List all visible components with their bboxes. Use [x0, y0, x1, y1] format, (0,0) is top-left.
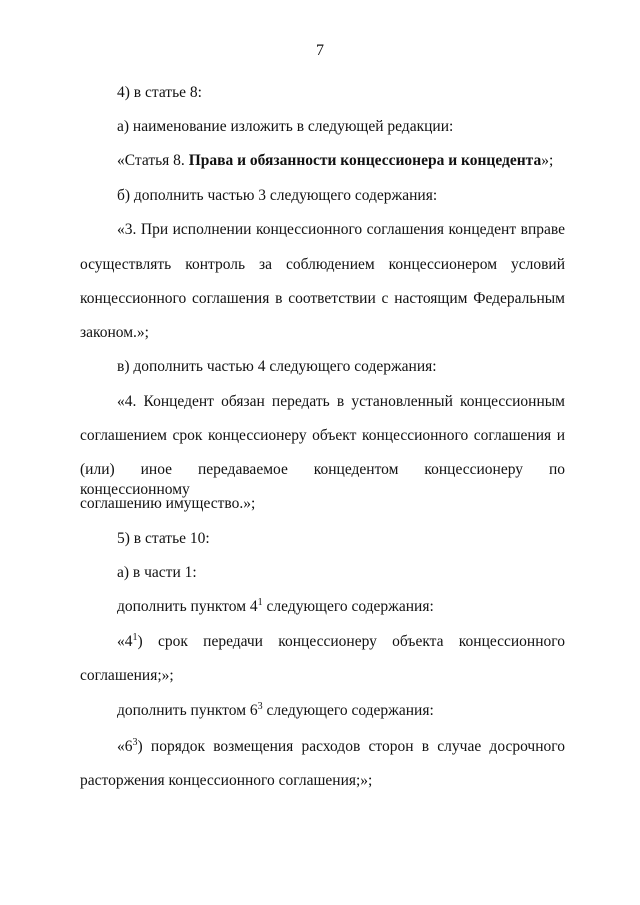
part-4-line-4: соглашению имущество.»; [80, 495, 256, 512]
paragraph-add-item-4-1: дополнить пунктом $4^1$ следующего содержания: [117, 597, 434, 615]
paragraph-article-8: 4) в статье 8: [117, 84, 202, 101]
superscript: 1 [132, 632, 138, 643]
part-3-line-2: осуществлять контроль за соблюдением концессионером условий [80, 256, 565, 273]
paragraph-add-part-4: в) дополнить частью 4 следующего содержания: [117, 358, 437, 375]
paragraph-add-item-6-3: дополнить пунктом $6^3$ следующего содержания: [117, 701, 434, 719]
paragraph-part-1: а) в части 1: [117, 564, 197, 581]
title-bold: Права и обязанности концессионера и концедента [188, 152, 542, 169]
item-4-1-line-2: соглашения;»; [80, 667, 174, 684]
part-4-line-2: соглашением срок концессионеру объект концессионного соглашения и [80, 427, 565, 444]
part-3-line-4: законом.»; [80, 324, 149, 341]
superscript: 1 [257, 597, 263, 608]
title-prefix: «Статья 8. [117, 152, 189, 169]
paragraph-article-10: 5) в статье 10: [117, 530, 210, 547]
superscript: 3 [257, 701, 263, 712]
item-4-1-line-1: «$4^1$) срок передачи концессионеру объекта концессионного [117, 632, 565, 650]
paragraph-new-title [117, 151, 565, 171]
page-number: 7 [316, 42, 324, 59]
title-suffix: »; [541, 152, 554, 169]
part-4-line-3: (или) иное передаваемое концедентом концессионеру по концессионному [80, 461, 565, 498]
part-3-line-1: «3. При исполнении концессионного соглашения концедент вправе [117, 221, 565, 238]
paragraph-title-change: а) наименование изложить в следующей редакции: [117, 118, 454, 135]
paragraph-add-part-3: б) дополнить частью 3 следующего содержания: [117, 187, 438, 204]
item-6-3-line-1: «$6^3$) порядок возмещения расходов сторон в случае досрочного [117, 737, 565, 755]
item-6-3-line-2: расторжения концессионного соглашения;»; [80, 772, 373, 789]
part-4-line-1: «4. Концедент обязан передать в установленный концессионным [117, 393, 565, 410]
part-3-line-3: концессионного соглашения в соответствии с настоящим Федеральным [80, 290, 565, 307]
superscript: 3 [132, 737, 138, 748]
